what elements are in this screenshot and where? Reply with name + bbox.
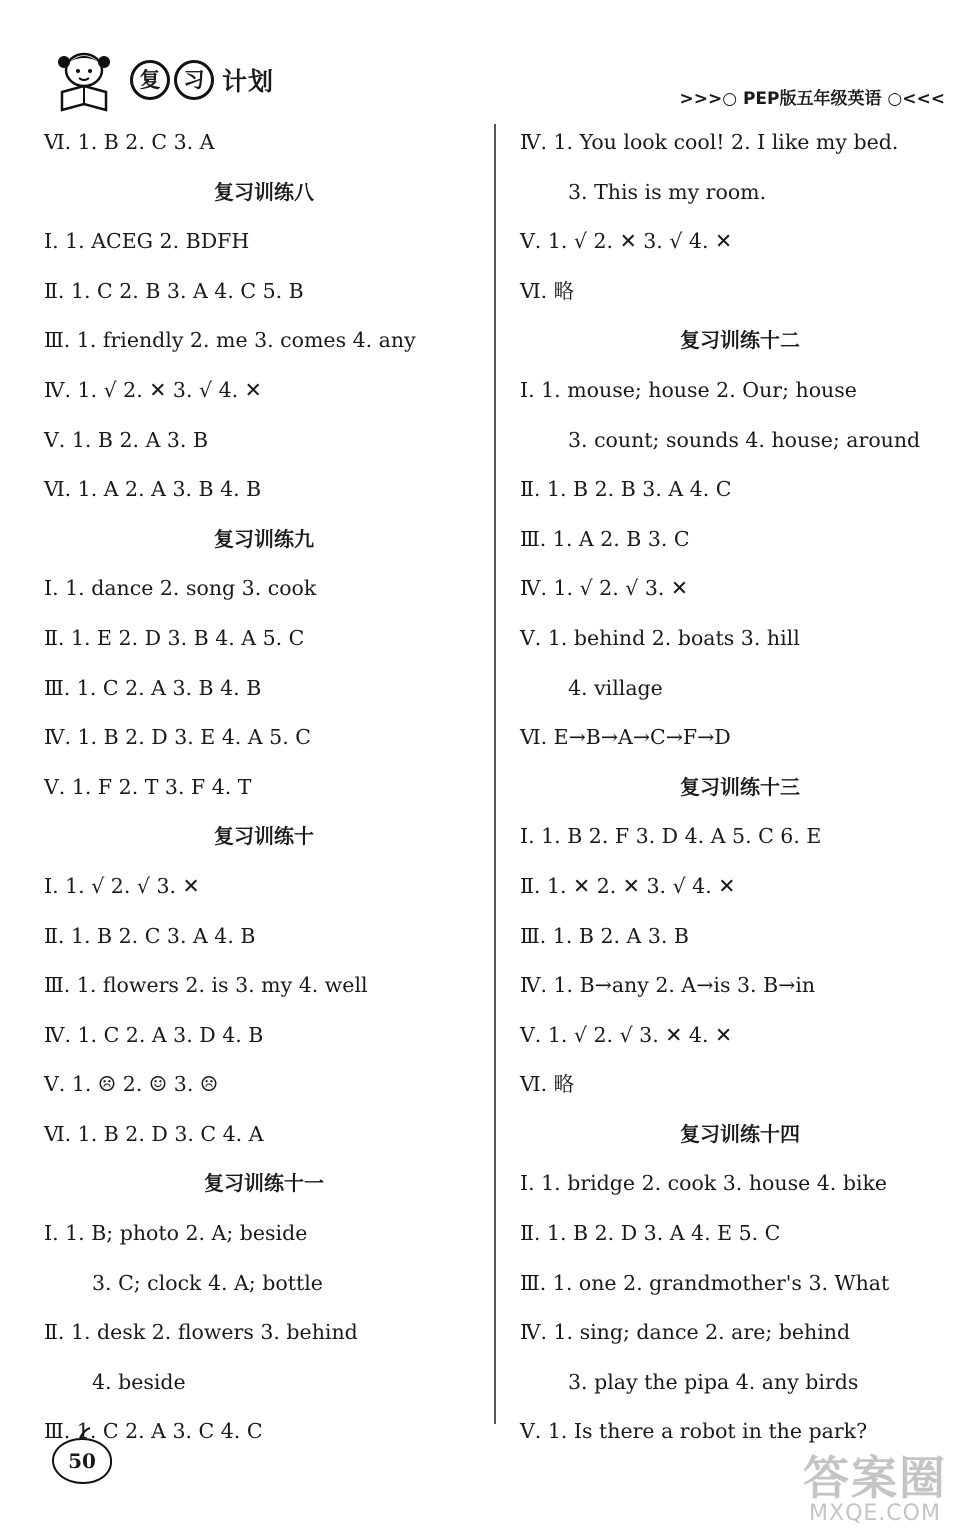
answer-line: Ⅰ. 1. dance 2. song 3. cook — [44, 576, 317, 601]
answer-line: Ⅵ. 1. A 2. A 3. B 4. B — [44, 477, 262, 502]
answer-line: Ⅵ. 略 — [520, 1072, 575, 1097]
answer-line: Ⅲ. 1. flowers 2. is 3. my 4. well — [44, 973, 368, 998]
answer-line: Ⅰ. 1. mouse; house 2. Our; house — [520, 377, 857, 402]
answer-line: Ⅳ. 1. B→any 2. A→is 3. B→in — [520, 973, 816, 998]
answer-line: Ⅳ. 1. C 2. A 3. D 4. B — [44, 1022, 264, 1047]
answer-line: Ⅱ. 1. B 2. D 3. A 4. E 5. C — [520, 1221, 781, 1246]
page-header — [0, 0, 971, 120]
answer-line: 3. C; clock 4. A; bottle — [92, 1270, 323, 1295]
answer-line: Ⅴ. 1. √ 2. √ 3. ✕ 4. ✕ — [520, 1022, 733, 1047]
answer-line: Ⅵ. 略 — [520, 278, 575, 303]
brand-ring-char: 复 — [130, 60, 170, 100]
watermark-text: 答案圈 — [803, 1451, 947, 1505]
answer-line: 3. count; sounds 4. house; around — [568, 427, 921, 452]
answer-line: Ⅴ. 1. B 2. A 3. B — [44, 427, 209, 452]
answer-line: Ⅲ. 1. friendly 2. me 3. comes 4. any — [44, 328, 416, 353]
series-brand — [130, 58, 274, 102]
section-heading: 复习训练十三 — [680, 774, 800, 799]
answer-line: 4. beside — [92, 1369, 186, 1394]
section-heading: 复习训练十一 — [204, 1171, 324, 1196]
watermark — [803, 1451, 947, 1526]
answer-line: Ⅱ. 1. ✕ 2. ✕ 3. √ 4. ✕ — [520, 873, 736, 898]
section-heading: 复习训练九 — [214, 526, 314, 551]
answer-line: Ⅱ. 1. desk 2. flowers 3. behind — [44, 1320, 358, 1345]
answer-line: 3. This is my room. — [568, 179, 767, 204]
answer-line: Ⅴ. 1. F 2. T 3. F 4. T — [44, 774, 252, 799]
section-heading: 复习训练十二 — [680, 328, 800, 353]
answer-line: Ⅱ. 1. B 2. B 3. A 4. C — [520, 477, 732, 502]
answer-line: Ⅰ. 1. B 2. F 3. D 4. A 5. C 6. E — [520, 824, 822, 849]
answer-line: Ⅲ. 1. C 2. A 3. C 4. C — [44, 1419, 263, 1444]
answer-line: Ⅲ. 1. A 2. B 3. C — [520, 526, 690, 551]
answer-line: 3. play the pipa 4. any birds — [568, 1369, 859, 1394]
answer-line: Ⅳ. 1. √ 2. ✕ 3. √ 4. ✕ — [44, 377, 262, 402]
book-title: >>>○ PEP版五年级英语 ○<<< — [679, 89, 945, 109]
section-heading: 复习训练十四 — [680, 1121, 800, 1146]
answer-line: Ⅰ. 1. B; photo 2. A; beside — [44, 1221, 308, 1246]
answer-line: Ⅱ. 1. E 2. D 3. B 4. A 5. C — [44, 625, 305, 650]
answer-line: Ⅳ. 1. You look cool! 2. I like my bed. — [520, 130, 899, 154]
answer-column-left — [44, 118, 484, 1457]
answer-line: Ⅰ. 1. √ 2. √ 3. ✕ — [44, 873, 200, 898]
answer-line: Ⅲ. 1. one 2. grandmother's 3. What — [520, 1270, 890, 1295]
answer-line: Ⅰ. 1. ACEG 2. BDFH — [44, 229, 250, 254]
answer-line: Ⅰ. 1. bridge 2. cook 3. house 4. bike — [520, 1171, 888, 1196]
page-number: 50 — [52, 1438, 112, 1484]
answer-line: Ⅱ. 1. B 2. C 3. A 4. B — [44, 923, 256, 948]
answer-line: Ⅳ. 1. √ 2. √ 3. ✕ — [520, 576, 689, 601]
answer-line: Ⅴ. 1. √ 2. ✕ 3. √ 4. ✕ — [520, 229, 733, 254]
answer-line: Ⅵ. 1. B 2. C 3. A — [44, 130, 215, 154]
brand-ring-char: 习 — [174, 60, 214, 100]
answer-line: Ⅴ. 1. Is there a robot in the park? — [520, 1419, 868, 1444]
brand-plain-text: 计划 — [222, 67, 275, 96]
answer-line: Ⅳ. 1. sing; dance 2. are; behind — [520, 1320, 851, 1345]
section-heading: 复习训练八 — [214, 179, 314, 204]
section-heading: 复习训练十 — [214, 824, 314, 849]
answer-line: 4. village — [568, 675, 663, 700]
cartoon-girl-reading-icon — [52, 48, 116, 114]
answer-line: Ⅵ. E→B→A→C→F→D — [520, 725, 731, 750]
watermark-url: MXQE.COM — [809, 1501, 941, 1526]
answer-column-right — [520, 118, 960, 1457]
answer-line: Ⅳ. 1. B 2. D 3. E 4. A 5. C — [44, 725, 311, 750]
answer-line: Ⅲ. 1. C 2. A 3. B 4. B — [44, 675, 262, 700]
answer-line: Ⅲ. 1. B 2. A 3. B — [520, 923, 689, 948]
column-divider — [494, 124, 496, 1424]
answer-line: Ⅱ. 1. C 2. B 3. A 4. C 5. B — [44, 278, 304, 303]
answer-line: Ⅴ. 1. behind 2. boats 3. hill — [520, 625, 800, 650]
answer-line: Ⅴ. 1. ☹ 2. ☺ 3. ☹ — [44, 1072, 219, 1097]
answer-line: Ⅵ. 1. B 2. D 3. C 4. A — [44, 1121, 264, 1146]
